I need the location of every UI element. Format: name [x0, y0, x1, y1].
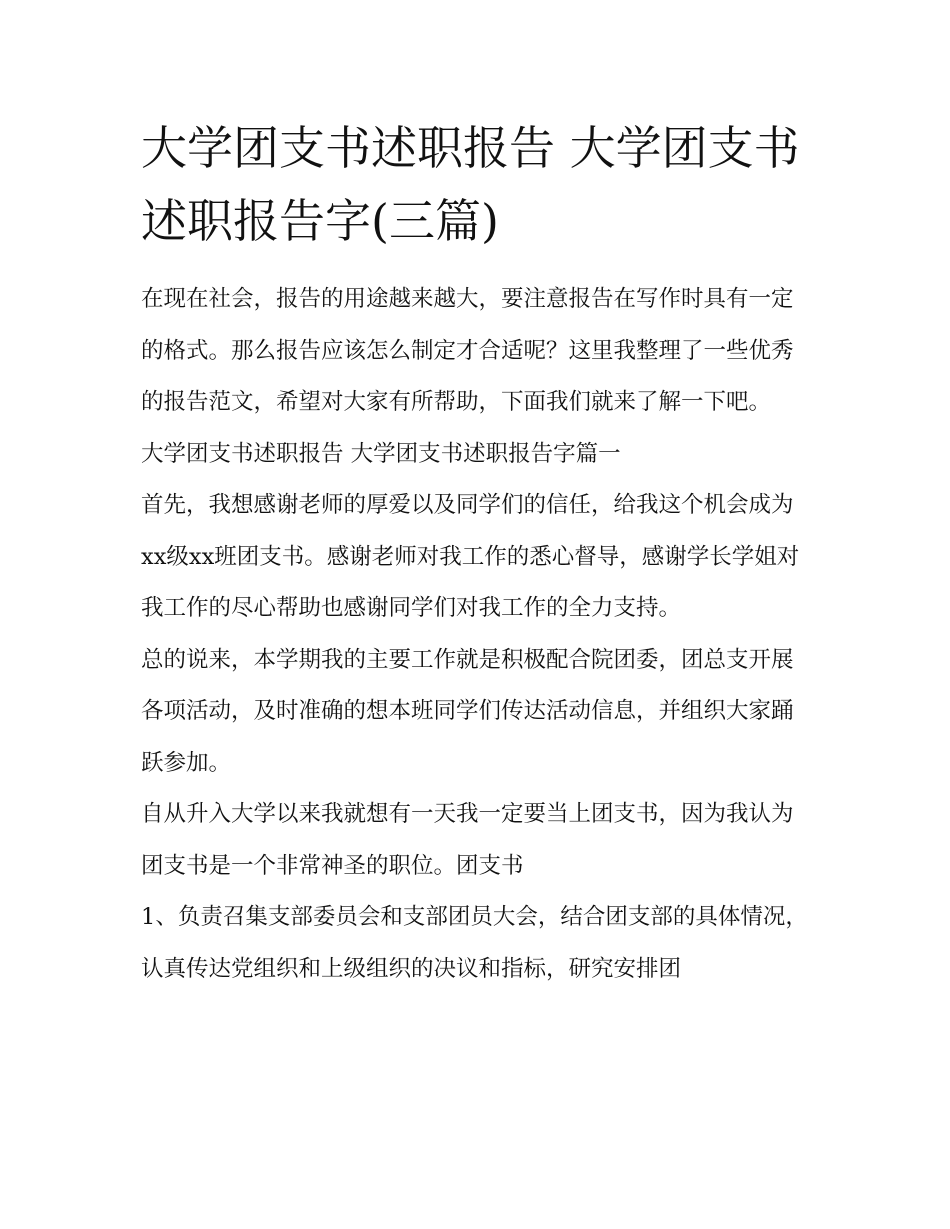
intro-paragraph: 在现在社会，报告的用途越来越大，要注意报告在写作时具有一定的格式。那么报告应该怎么制定才合适呢？这里我整理了一些优秀的报告范文，希望对大家有所帮助，下面我们就来了解一下吧。: [141, 286, 794, 415]
document-body: [141, 112, 813, 995]
body-paragraph: 首先，我想感谢老师的厚爱以及同学们的信任，给我这个机会成为xx级xx班团支书。感谢老师对我工作的悉心督导，感谢学长学姐对我工作的尽心帮助也感谢同学们对我工作的全力支持。: [141, 492, 800, 621]
body-paragraph: 总的说来，本学期我的主要工作就是积极配合院团委，团总支开展各项活动，及时准确的想本班同学们传达活动信息，并组织大家踊跃参加。: [141, 646, 794, 776]
document-title: 大学团支书述职报告 大学团支书述职报告字(三篇): [141, 121, 800, 248]
section-heading: 大学团支书述职报告 大学团支书述职报告字篇一: [141, 440, 621, 467]
list-item: 1、负责召集支部委员会和支部团员大会，结合团支部的具体情况，认真传达党组织和上级组织的决议和指标，研究安排团: [141, 904, 808, 982]
body-paragraph: 自从升入大学以来我就想有一天我一定要当上团支书，因为我认为团支书是一个非常神圣的职位。团支书: [141, 801, 794, 879]
